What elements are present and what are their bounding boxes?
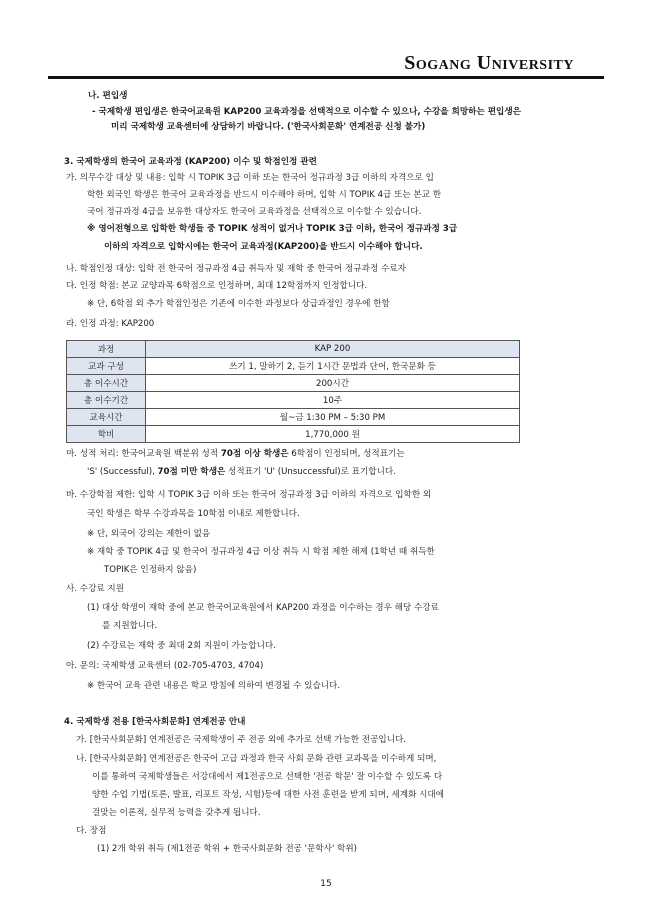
university-logo: Sogang University: [404, 52, 574, 74]
sec3-sa: 사. 수강료 지원: [66, 584, 125, 594]
transfer-line-1: - 국제학생 편입생은 한국어교육원 KAP200 교육과정을 선택적으로 이수할 수 있으나, 수강을 희망하는 편입생은: [92, 107, 521, 117]
table-row: [67, 358, 520, 375]
transfer-line-2: 미리 국제학생 교육센터에 상담하기 바랍니다. ('한국사회문화' 연계전공 신청 불가): [111, 122, 426, 132]
sec4-na-line-1: 나. [한국사회문화] 연계전공은 한국어 고급 과정과 한국 사회 문화 관련 교과목을 이수하게 되며,: [76, 754, 437, 764]
sec3-ra: 라. 인정 과정: KAP200: [66, 319, 155, 329]
sec3-ma-line-2: [87, 466, 396, 478]
ma-bold: 70점 이상 학생은: [220, 449, 289, 459]
sec4-da: 다. 장점: [76, 826, 107, 836]
sec3-ga-line-1: 가. 의무수강 대상 및 내용: 입학 시 TOPIK 3급 이하 또는 한국어 정규과정 3급 이하의 자격으로 입: [66, 173, 434, 183]
transfer-title: 나. 편입생: [88, 91, 128, 101]
ma-text: 6학점이 인정되며, 성적표기는: [288, 449, 405, 459]
table-value-cell: 10주: [146, 392, 520, 409]
kap200-table: [66, 340, 520, 443]
sec4-na-line-4: 걸맞는 이론적, 실무적 능력을 갖추게 됩니다.: [92, 808, 261, 818]
table-label-cell: 총 이수기간: [67, 392, 146, 409]
header-rule: [48, 76, 604, 79]
sec3-da: 다. 인정 학점: 본교 교양과목 6학점으로 인정하며, 최대 12학점까지 인정합니다.: [66, 281, 368, 291]
section-3-title: 3. 국제학생의 한국어 교육과정 (KAP200) 이수 및 학점인정 관련: [64, 157, 317, 167]
table-label-cell: 교과 구성: [67, 358, 146, 375]
sec3-note-line-2: 이하의 자격으로 입학시에는 한국어 교육과정(KAP200)을 반드시 이수해야 합니다.: [104, 242, 423, 252]
sec3-ga-line-3: 국어 정규과정 4급을 보유한 대상자도 한국어 교육과정을 선택적으로 이수할 수 있습니다.: [87, 207, 422, 217]
sec3-ba-line-1: 바. 수강학점 제한: 입학 시 TOPIK 3급 이하 또는 한국어 정규과정 3급 이하의 자격으로 입학한 외: [66, 490, 432, 500]
table-value-cell: 월~금 1:30 PM – 5:30 PM: [146, 409, 520, 426]
section-4-title: 4. 국제학생 전용 [한국사회문화] 연계전공 안내: [64, 717, 246, 727]
sec3-sa2: (2) 수강료는 재학 중 최대 2회 지원이 가능합니다.: [87, 641, 276, 651]
table-value-cell: 쓰기 1, 말하기 2, 듣기 1시간 문법과 단어, 한국문화 등: [146, 358, 520, 375]
sec3-ma-line-1: [66, 448, 405, 460]
table-label-cell: 교육시간: [67, 409, 146, 426]
sec3-note-line-1: ※ 영어전형으로 입학한 학생들 중 TOPIK 성적이 없거나 TOPIK 3급 이하, 한국어 정규과정 3급: [87, 224, 458, 234]
page-number: 15: [320, 879, 332, 889]
table-row: [67, 392, 520, 409]
table-value-cell: KAP 200: [146, 341, 520, 358]
sec3-sa1-line-1: (1) 대상 학생이 재학 중에 본교 한국어교육원에서 KAP200 과정을 이수하는 경우 해당 수강료: [87, 603, 439, 613]
table-label-cell: 과정: [67, 341, 146, 358]
ma-bold: 70점 미만 학생은: [157, 467, 226, 477]
sec3-ba-note-3: TOPIK은 인정하지 않음): [104, 565, 197, 575]
sec3-ba-line-2: 국인 학생은 학부 수강과목을 10학점 이내로 제한합니다.: [87, 509, 300, 519]
sec3-sa1-line-2: 를 지원합니다.: [102, 621, 158, 631]
table-row: [67, 375, 520, 392]
sec3-da-note: ※ 단, 6학점 외 추가 학점인정은 기존에 이수한 과정보다 상급과정인 경우에 한함: [87, 299, 390, 309]
sec3-na: 나. 학점인정 대상: 입학 전 한국어 정규과정 4급 취득자 및 재학 중 한국어 정규과정 수료자: [66, 264, 406, 274]
sec4-na-line-2: 이를 통하여 국제학생들은 서강대에서 제1전공으로 선택한 '전공 학문' 잘 이수할 수 있도록 다: [92, 772, 443, 782]
table-value-cell: 1,770,000 원: [146, 426, 520, 443]
table-label-cell: 총 이수시간: [67, 375, 146, 392]
table-row: [67, 341, 520, 358]
sec4-na-line-3: 양한 수업 기법(토론, 발표, 리포트 작성, 시험)등에 대한 사전 훈련을 받게 되며, 세계화 시대에: [92, 790, 445, 800]
sec3-ba-note-1: ※ 단, 외국어 강의는 제한이 없음: [87, 529, 211, 539]
table-row: [67, 426, 520, 443]
sec4-ga: 가. [한국사회문화] 연계전공은 국제학생이 주 전공 외에 추가로 선택 가능한 전공입니다.: [76, 735, 407, 745]
ma-text: 'S' (Successful),: [87, 467, 158, 477]
sec3-ba-note-2: ※ 재학 중 TOPIK 4급 및 한국어 정규과정 4급 이상 취득 시 학점 제한 해제 (1학년 때 취득한: [87, 547, 435, 557]
sec4-da1: (1) 2개 학위 취득 (제1전공 학위 + 한국사회문화 전공 '문학사' 학위): [97, 844, 357, 854]
ma-text: 성적표기 'U' (Unsuccessful)로 표기합니다.: [225, 467, 396, 477]
sec3-ah: 아. 문의: 국제학생 교육센터 (02-705-4703, 4704): [66, 661, 264, 671]
table-row: [67, 409, 520, 426]
table-value-cell: 200시간: [146, 375, 520, 392]
table-label-cell: 학비: [67, 426, 146, 443]
sec3-ga-line-2: 학한 외국인 학생은 한국어 교육과정을 반드시 이수해야 하며, 입학 시 TOPIK 4급 또는 본교 한: [87, 190, 442, 200]
sec3-ah-note: ※ 한국어 교육 관련 내용은 학교 방침에 의하여 변경될 수 있습니다.: [87, 681, 341, 691]
ma-text: 마. 성적 처리: 한국어교육원 백분위 성적: [66, 449, 221, 459]
